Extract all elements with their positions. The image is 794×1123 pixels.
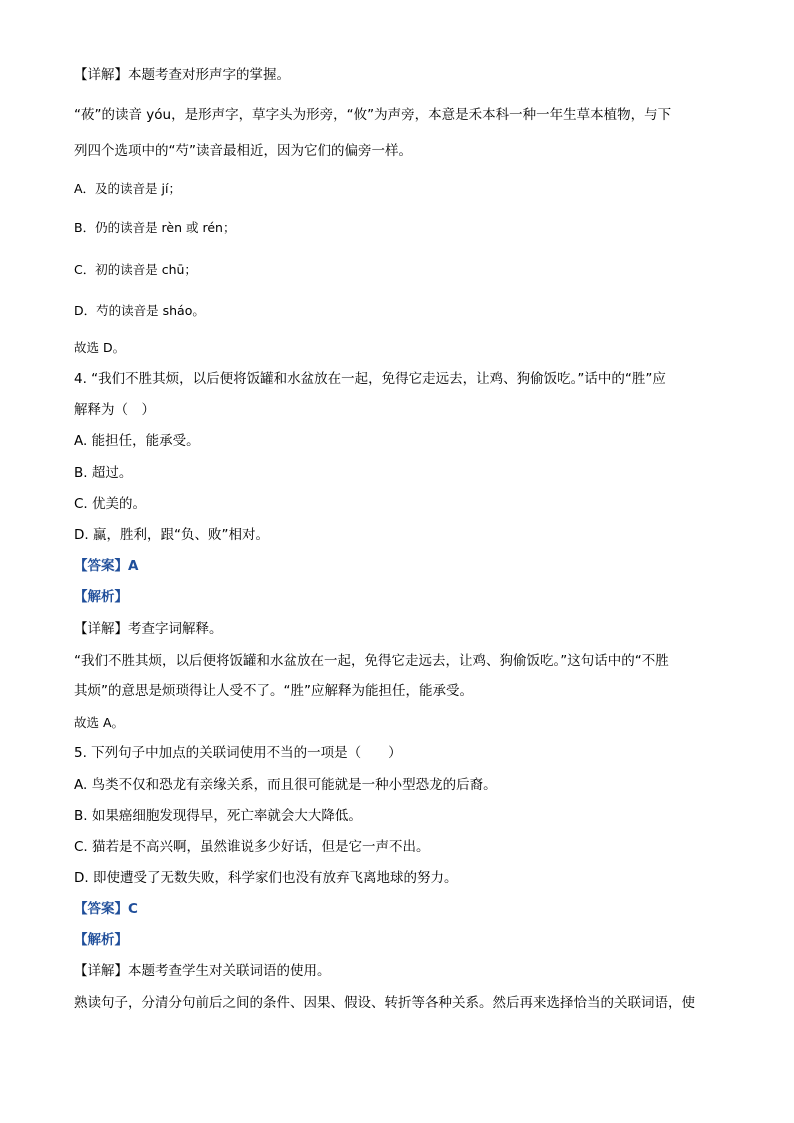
option-a-q4: A. 能担任，能承受。 <box>74 433 200 449</box>
option-d-q3: D．芍的读音是 sháo。 <box>74 303 205 318</box>
paragraph-line: “莜”的读音 yóu，是形声字，草字头为形旁，“攸”为声旁，本意是禾本科一种一年生草本植物，与下 <box>74 107 672 123</box>
option-d-q5: D. 即使遭受了无数失败，科学家们也没有放弃飞离地球的努力。 <box>74 870 458 886</box>
question-4-line-1: 4. “我们不胜其烦，以后便将饭罐和水盆放在一起，免得它走远去，让鸡、狗偷饭吃。”话中的“胜”应 <box>74 371 666 387</box>
paragraph-line: 熟读句子，分清分句前后之间的条件、因果、假设、转折等各种关系。然后再来选择恰当的关联词语，使 <box>74 995 695 1011</box>
analysis-label-q4: 【解析】 <box>74 589 128 605</box>
answer-choice-q4: 故选 A。 <box>74 715 125 730</box>
option-b-q3: B．仍的读音是 rèn 或 rén； <box>74 220 236 235</box>
option-b-q4: B. 超过。 <box>74 465 133 481</box>
option-d-q4: D. 赢，胜利，跟“负、败”相对。 <box>74 527 269 543</box>
question-5-line-1: 5. 下列句子中加点的关联词使用不当的一项是（ ） <box>74 745 402 761</box>
question-4-line-2: 解释为（ ） <box>74 402 155 418</box>
answer-label-q4: 【答案】A <box>74 558 139 574</box>
option-a-q5: A. 鸟类不仅和恐龙有亲缘关系，而且很可能就是一种小型恐龙的后裔。 <box>74 777 497 793</box>
paragraph-line: 列四个选项中的“芍”读音最相近，因为它们的偏旁一样。 <box>74 143 412 159</box>
answer-label-q5: 【答案】C <box>74 901 138 917</box>
option-c-q3: C．初的读音是 chū； <box>74 262 197 277</box>
detail-heading-q4: 【详解】考查字词解释。 <box>74 621 223 637</box>
analysis-label-q5: 【解析】 <box>74 932 128 948</box>
option-c-q4: C. 优美的。 <box>74 496 147 512</box>
option-c-q5: C. 猫若是不高兴啊，虽然谁说多少好话，但是它一声不出。 <box>74 839 430 855</box>
option-b-q5: B. 如果癌细胞发现得早，死亡率就会大大降低。 <box>74 808 362 824</box>
option-a-q3: A．及的读音是 jí； <box>74 181 181 196</box>
detail-heading-q3: 【详解】本题考查对形声字的掌握。 <box>74 67 290 83</box>
detail-heading-q5: 【详解】本题考查学生对关联词语的使用。 <box>74 963 331 979</box>
answer-choice-q3: 故选 D。 <box>74 340 126 355</box>
paragraph-line: 其烦”的意思是烦琐得让人受不了。“胜”应解释为能担任，能承受。 <box>74 683 473 699</box>
paragraph-line: “我们不胜其烦，以后便将饭罐和水盆放在一起，免得它走远去，让鸡、狗偷饭吃。”这句话中的“不胜 <box>74 653 669 669</box>
